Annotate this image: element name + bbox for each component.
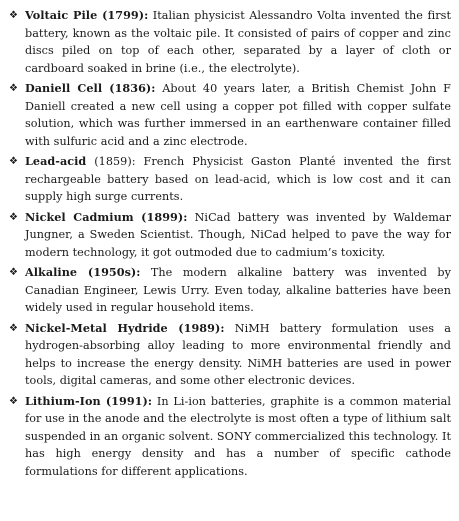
diamond-bullet-icon: ❖ [9, 83, 19, 94]
diamond-bullet-icon: ❖ [9, 10, 19, 21]
battery-history-list [7, 7, 451, 480]
item-term: Lithium-Ion (1991): [25, 393, 153, 408]
list-item-daniell-cell [7, 80, 451, 150]
diamond-bullet-icon: ❖ [9, 267, 19, 278]
item-description: Italian physicist Alessandro Volta invented the first battery, known as the voltaic pile. It consisted of pairs of copper and zinc discs piled on top of each other, separated by a layer of cloth or cardboard soaked in brine (i.e., the electrolyte). [25, 9, 451, 75]
item-description: In Li-ion batteries, graphite is a common material for use in the anode and the electrolyte is most often a type of lithium salt suspended in an organic solvent. SONY commercialized this technology. It has high energy density and has a number of specific cathode formulations for different applications. [25, 394, 451, 478]
item-description: (1859): French Physicist Gaston Planté invented the first rechargeable battery based on lead-acid, which is low cost and it can supply high surge currents. [25, 155, 451, 203]
item-description: The modern alkaline battery was invented by Canadian Engineer, Lewis Urry. Even today, alkaline batteries have been widely used in regular household items. [25, 266, 451, 314]
item-term: Daniell Cell (1836): [25, 81, 156, 95]
list-item-nickel-cadmium [7, 209, 451, 262]
item-description: NiCad battery was invented by Waldemar Jungner, a Sweden Scientist. Though, NiCad helped to pave the way for modern technology, it got outmoded due to cadmium’s toxicity. [25, 210, 452, 259]
list-item-alkaline [7, 264, 451, 317]
list-item-lead-acid [7, 153, 451, 206]
item-term: Voltaic Pile (1799): [25, 8, 149, 22]
diamond-bullet-icon: ❖ [9, 156, 19, 167]
item-term: Alkaline (1950s): [25, 265, 141, 279]
item-description: About 40 years later, a British Chemist John F Daniell created a new cell using a copper pot filled with copper sulfate solution, which was further immersed in an earthenware container filled with sulfuric acid and a zinc electrode. [25, 82, 451, 148]
item-term: Nickel Cadmium (1899): [25, 209, 188, 224]
item-term: Lead-acid [25, 154, 87, 168]
list-item-nickel-metal-hydride [7, 320, 451, 390]
list-item-voltaic-pile [7, 7, 451, 77]
list-item-lithium-ion [7, 393, 451, 481]
item-term: Nickel-Metal Hydride (1989): [25, 320, 225, 335]
diamond-bullet-icon: ❖ [9, 322, 19, 334]
item-description: NiMH battery formulation uses a hydrogen-absorbing alloy leading to more environmental friendly and helps to increase the energy density. NiMH batteries are used in power tools, digital cameras, and some other electronic devices. [25, 321, 451, 387]
diamond-bullet-icon: ❖ [9, 395, 19, 407]
diamond-bullet-icon: ❖ [9, 211, 19, 223]
